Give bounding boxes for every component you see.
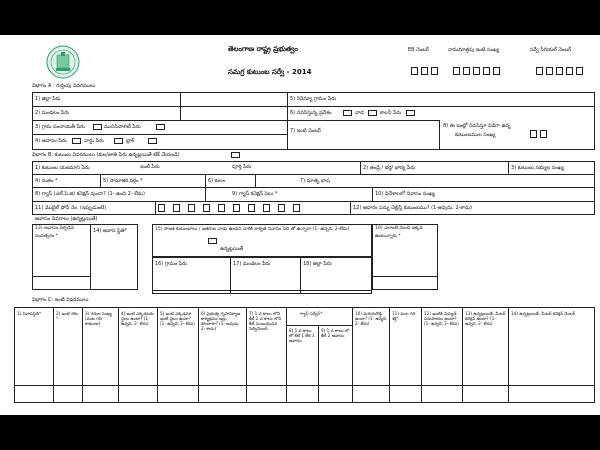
colony-checkbox[interactable]	[406, 110, 415, 116]
eb-digit-box[interactable]	[411, 67, 418, 75]
col-header-sub-8: 8) 1 వ కాలం లో కేటీ 1 లేక 3 ఆవాసం	[289, 328, 315, 343]
revenue-village-label: 5) రెవెన్యూ గ్రామం పేరు	[290, 96, 337, 102]
residence-title: ఆవాసం వివరాలు (ఉన్నట్లయితే)	[35, 216, 98, 222]
caste-label: 6) కులం	[208, 178, 226, 184]
house-digit-box[interactable]	[483, 67, 490, 75]
head-of-family-label: 1) కుటుంబ యజమాని పేరు	[35, 165, 90, 171]
mobile-digit-box[interactable]	[278, 204, 285, 212]
gas-connection-label: 9) గ్యాస్ కనెక్షన్ సెలు *	[232, 191, 278, 197]
ward-label: వార్డు పేరు	[84, 138, 104, 144]
caste-tick-checkbox[interactable]	[231, 152, 240, 158]
separate-families-label: 8) ఈ ఇంట్లో నివసిస్తూ విడిగా ఉన్న	[443, 123, 511, 129]
block-label: బ్లాక్	[126, 138, 135, 144]
gram-panchayat-label: 3) గ్రామ పంచాయతీ పేరు	[35, 124, 85, 130]
district-name-field-label: 18) జిల్లా పేరు	[303, 261, 332, 267]
village-name-label: 16) గ్రామం పేరు	[155, 261, 188, 267]
col-header-connection: 7) 1 వ కాలం లోని కేటీ 2 వ కాలం లోని కేటీ సంబంధించిన సెల్వినెంబర్	[249, 311, 282, 331]
mobile-digit-box[interactable]	[233, 204, 240, 212]
house-digit-box[interactable]	[453, 67, 460, 75]
came-from-label: 19) ఎలాంటి నుంచి ఇక్కడ ఉంటున్నారు *	[375, 226, 423, 239]
mandal-name-label: 2) మండలం పేరు	[35, 110, 70, 116]
col-header-rooms: 3) గదుల సంఖ్య (వంట గది కాకుండా)	[85, 311, 112, 326]
father-husband-name-label: 2) తండ్రి / భర్త/ భార్య పేరు	[363, 165, 416, 171]
government-title: తెలంగాణ రాష్ట్ర ప్రభుత్వం	[228, 45, 298, 53]
col-header-kitchen: 11) వంట గది శక్తి*	[392, 311, 416, 321]
mother-tongue-label: 7) మాతృ భాష	[300, 178, 330, 184]
survey-serial-label: సర్వే సీరియల్ నెంబర్	[530, 47, 572, 53]
mobile-digit-box[interactable]	[203, 204, 210, 212]
block-checkbox[interactable]	[148, 138, 157, 144]
house-digit-box[interactable]	[493, 67, 500, 75]
col-header-electricity: 12) ఇంటికి విద్యుత్ సదుపాయం ఉందా? (1- ఉన్నది, 2- లేదు)	[424, 311, 459, 326]
house-number-field-label: 7) ఇంటి నెంబర్	[290, 128, 321, 134]
col-header-house-type: 2) ఇంటి రకం *	[56, 311, 78, 321]
colony-name-label: కాలనీ పేరు	[380, 110, 402, 116]
income-tax-label: 12) ఆధారం పన్ను చెల్లిస్తే కుటుంబము? (1-అవును, 2-కాదు)	[353, 205, 472, 211]
social-group-label: 5) సామాజిక వర్గం *	[103, 178, 143, 184]
separate-families-count-label: కుటుంబముల సంఖ్య	[455, 132, 496, 138]
section-a-title: విభాగం A : గుర్తింపు వివరములు	[32, 83, 96, 89]
section-b-title: విభాగం B: కుటుంబ వివరములు (కుల/జాతి పేరు ఉన్నట్లయితే టిక్ చేయండి)	[32, 152, 180, 158]
section-c-title: విభాగం C: ఇంటి వివరములు	[32, 297, 89, 303]
gram-panchayat-checkbox[interactable]	[93, 124, 102, 130]
eb-number-label: EB నెంబర్	[408, 47, 429, 53]
residence-yes-checkbox[interactable]	[208, 238, 217, 244]
col-header-house-site: 4) ఇంటి ఎక్కడటకం స్థలం ఉందా? (1- ఉన్నది, 2- లేదు)	[121, 311, 155, 326]
families-count-box[interactable]	[530, 130, 537, 138]
mobile-digit-box[interactable]	[188, 204, 195, 212]
col-header-gas-service: గ్యాస్ సర్వీస్*	[300, 311, 323, 316]
col-header-toilet: 10) మరుగుదొడ్డి ఉందా? (1- ఉన్నది, 2- లేదు)	[355, 311, 388, 326]
col-header-residence-status: 1) నివాసస్థితి*	[17, 311, 42, 316]
mobile-number-label: 11) మొబైల్ ఫోన్ నెం. (ఇప్పుడుంటే)	[35, 205, 107, 211]
telangana-emblem-icon	[46, 45, 80, 79]
municipality-checkbox[interactable]	[156, 124, 165, 130]
house-digit-box[interactable]	[473, 67, 480, 75]
municipality-label: మునిసిపాలిటీ పేరు	[104, 124, 141, 130]
vaada-checkbox[interactable]	[368, 110, 377, 116]
living-abroad-label: 10) విదేశాలలో నివాసం సంఖ్య	[375, 191, 435, 197]
col-header-meter: 13) ఉన్నట్లయితే, మీటర్ కనెక్షన్ ఉందా? (1- ఉన్నది, 2- లేదు)	[465, 311, 506, 326]
religion-label: 4) మతం *	[35, 178, 58, 184]
serial-digit-box[interactable]	[546, 67, 553, 75]
ward-checkbox[interactable]	[114, 138, 123, 144]
district-name-label: 1) జిల్లా పేరు	[35, 96, 61, 102]
col-header-own-site: 5) ఇంటి ఎక్కడమా ఇంటి స్థలం ఉందా? (1- ఉన్నది, 2- లేదు)	[160, 311, 195, 326]
habitation-checkbox[interactable]	[72, 138, 81, 144]
col-header-meter-number: 14) ఉన్నట్లయితే, మీటర్ కనెక్షన్ నెంబర్	[511, 311, 576, 316]
serial-digit-box[interactable]	[566, 67, 573, 75]
residence-year-label: 13) ఆవాసం ఏర్పడిన సంవత్సరం *	[35, 226, 74, 239]
mobile-digit-box[interactable]	[173, 204, 180, 212]
col-header-govt-housing: 6) ప్రభుత్వ గృహనిర్మాణ కార్యక్రమం ఇల్లు పొందారా? (1- అవును, 2- కాదు)	[201, 311, 241, 331]
residence-status-label: 14) ఆవాస స్థితి*	[93, 228, 127, 234]
house-digit-box[interactable]	[463, 67, 470, 75]
mobile-digit-box[interactable]	[293, 204, 300, 212]
mobile-digit-box[interactable]	[218, 204, 225, 212]
serial-digit-box[interactable]	[576, 67, 583, 75]
family-members-count-label: 3) కుటుంబ సభ్యుల సంఖ్య	[511, 165, 564, 171]
full-name-label: పూర్తి పేరు	[232, 164, 252, 170]
families-count-box[interactable]	[540, 130, 547, 138]
mobile-digit-box[interactable]	[263, 204, 270, 212]
mobile-digit-box[interactable]	[248, 204, 255, 212]
serial-digit-box[interactable]	[536, 67, 543, 75]
residence-place-checkbox[interactable]	[343, 110, 352, 116]
if-yes-label: ఉన్నట్లయితే	[220, 246, 244, 252]
habitation-label: 4) ఆవాసం పేరు	[35, 138, 67, 144]
surname-label: ఇంటి పేరు	[140, 164, 160, 170]
mobile-digit-box[interactable]	[158, 204, 165, 212]
survey-form-page	[0, 35, 600, 415]
permanent-residence-label: 15) సొంత కుటుంబాలు / ఇతరుల వాడు ఉండని వారికి శాశ్వత నివాసం ఏది తో ఉన్నారా (1- ఉన్నది, 2-లేదు)	[155, 227, 350, 232]
eb-digit-box[interactable]	[421, 67, 428, 75]
survey-title: సమగ్ర కుటుంబ సర్వే - 2014	[228, 68, 312, 76]
col-header-sub-9: 9) 1 వ కాలం లో కేటీ 2 ఆవాసం	[321, 328, 350, 338]
serial-digit-box[interactable]	[556, 67, 563, 75]
house-number-label: నామమాత్రపు ఇంటి సంఖ్య	[448, 47, 500, 53]
eb-digit-box[interactable]	[431, 67, 438, 75]
residence-place-label: 6) నివసిస్తున్న ప్రదేశం	[290, 110, 332, 116]
lpg-connection-label: 8) గ్యాస్ (ఎల్.పి.జి) కనెక్షన్ వుందా? (1- ఉంది 2- లేదు)	[35, 191, 145, 197]
mandal-name-field-label: 17) మండలం పేరు	[233, 261, 271, 267]
vaada-label: వాడ	[355, 110, 364, 116]
